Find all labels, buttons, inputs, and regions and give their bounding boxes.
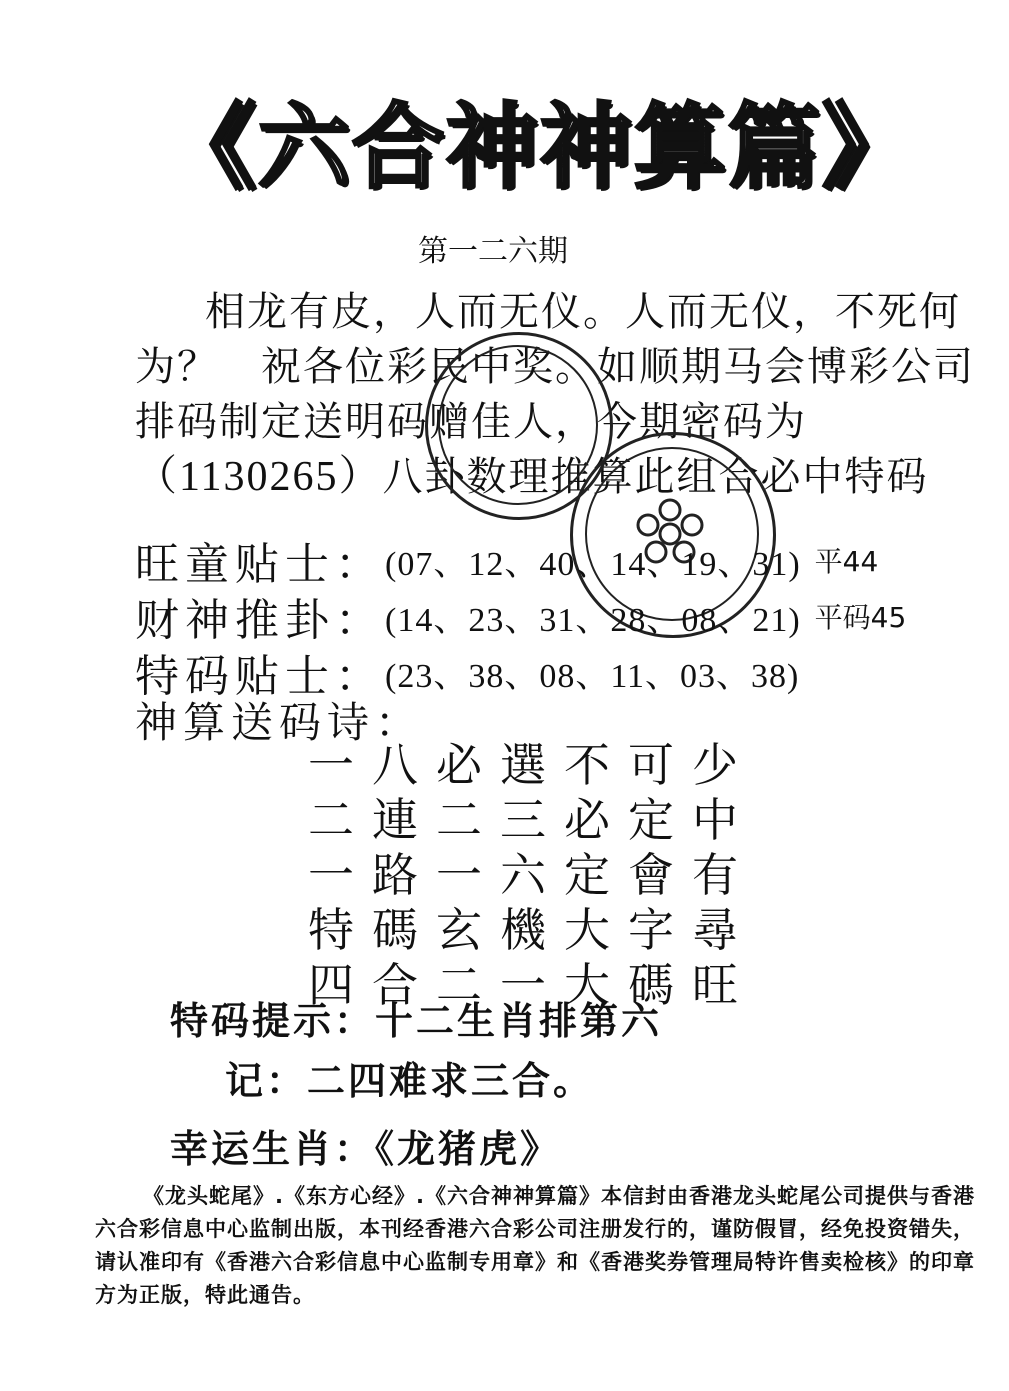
poem-title: 神算送码诗： [135,698,424,747]
remember-hint: 记：二四难求三合。 [225,1059,595,1103]
tip-row [135,588,995,644]
tips-section [135,532,995,700]
poem-line: 一八必選不可少 [308,738,756,792]
tip-label: 旺童贴士： [135,539,385,590]
poem-line: 二連二三必定中 [308,793,756,847]
lucky-zodiac: 幸运生肖：《龙猪虎》 [170,1127,562,1171]
tip-extra: 平码45 [814,601,907,634]
tip-label: 财神推卦： [135,595,385,646]
poem-block [308,738,756,1013]
issue-number: 第一二六期 [418,234,568,269]
secret-code: （1130265） [135,454,383,500]
publisher-notice: 《龙头蛇尾》.《东方心经》.《六合神神算篇》本信封由香港龙头蛇尾公司提供与香港六合彩信息中心监制出版，本刊经香港六合彩公司注册发行的，谨防假冒，经免投资错失，请认准印有《香港六合彩信息中心监制专用章》和《香港奖券管理局特许售卖检核》的印章方为正版，特此通告。 [95,1184,975,1307]
tip-numbers: (14、23、31、28、08、21) [385,601,801,639]
intro-text-end: 八卦数理推算此组合必中特码 [382,454,929,500]
page-title: 《六合神神算篇》 [163,93,916,201]
intro-text: 相龙有皮，人而无仪。人而无仪，不死何为？ 祝各位彩民中奖。如顺期马会博彩公司排码制定送明码赠佳人，今期密码为 [135,289,975,445]
poem-line: 特碼玄機大字尋 [308,903,756,957]
tip-extra: 平44 [814,545,879,578]
tip-row [135,532,995,588]
special-code-hint: 特码提示：十二生肖排第六 [170,999,663,1043]
poem-line: 四合二一大碼旺 [308,958,756,1012]
tip-numbers: (07、12、40、14、19、31) [385,545,801,583]
poem-line: 一路一六定會有 [308,848,756,902]
tip-label: 特码贴士： [135,651,385,702]
tip-numbers: (23、38、08、11、03、38) [385,657,800,695]
